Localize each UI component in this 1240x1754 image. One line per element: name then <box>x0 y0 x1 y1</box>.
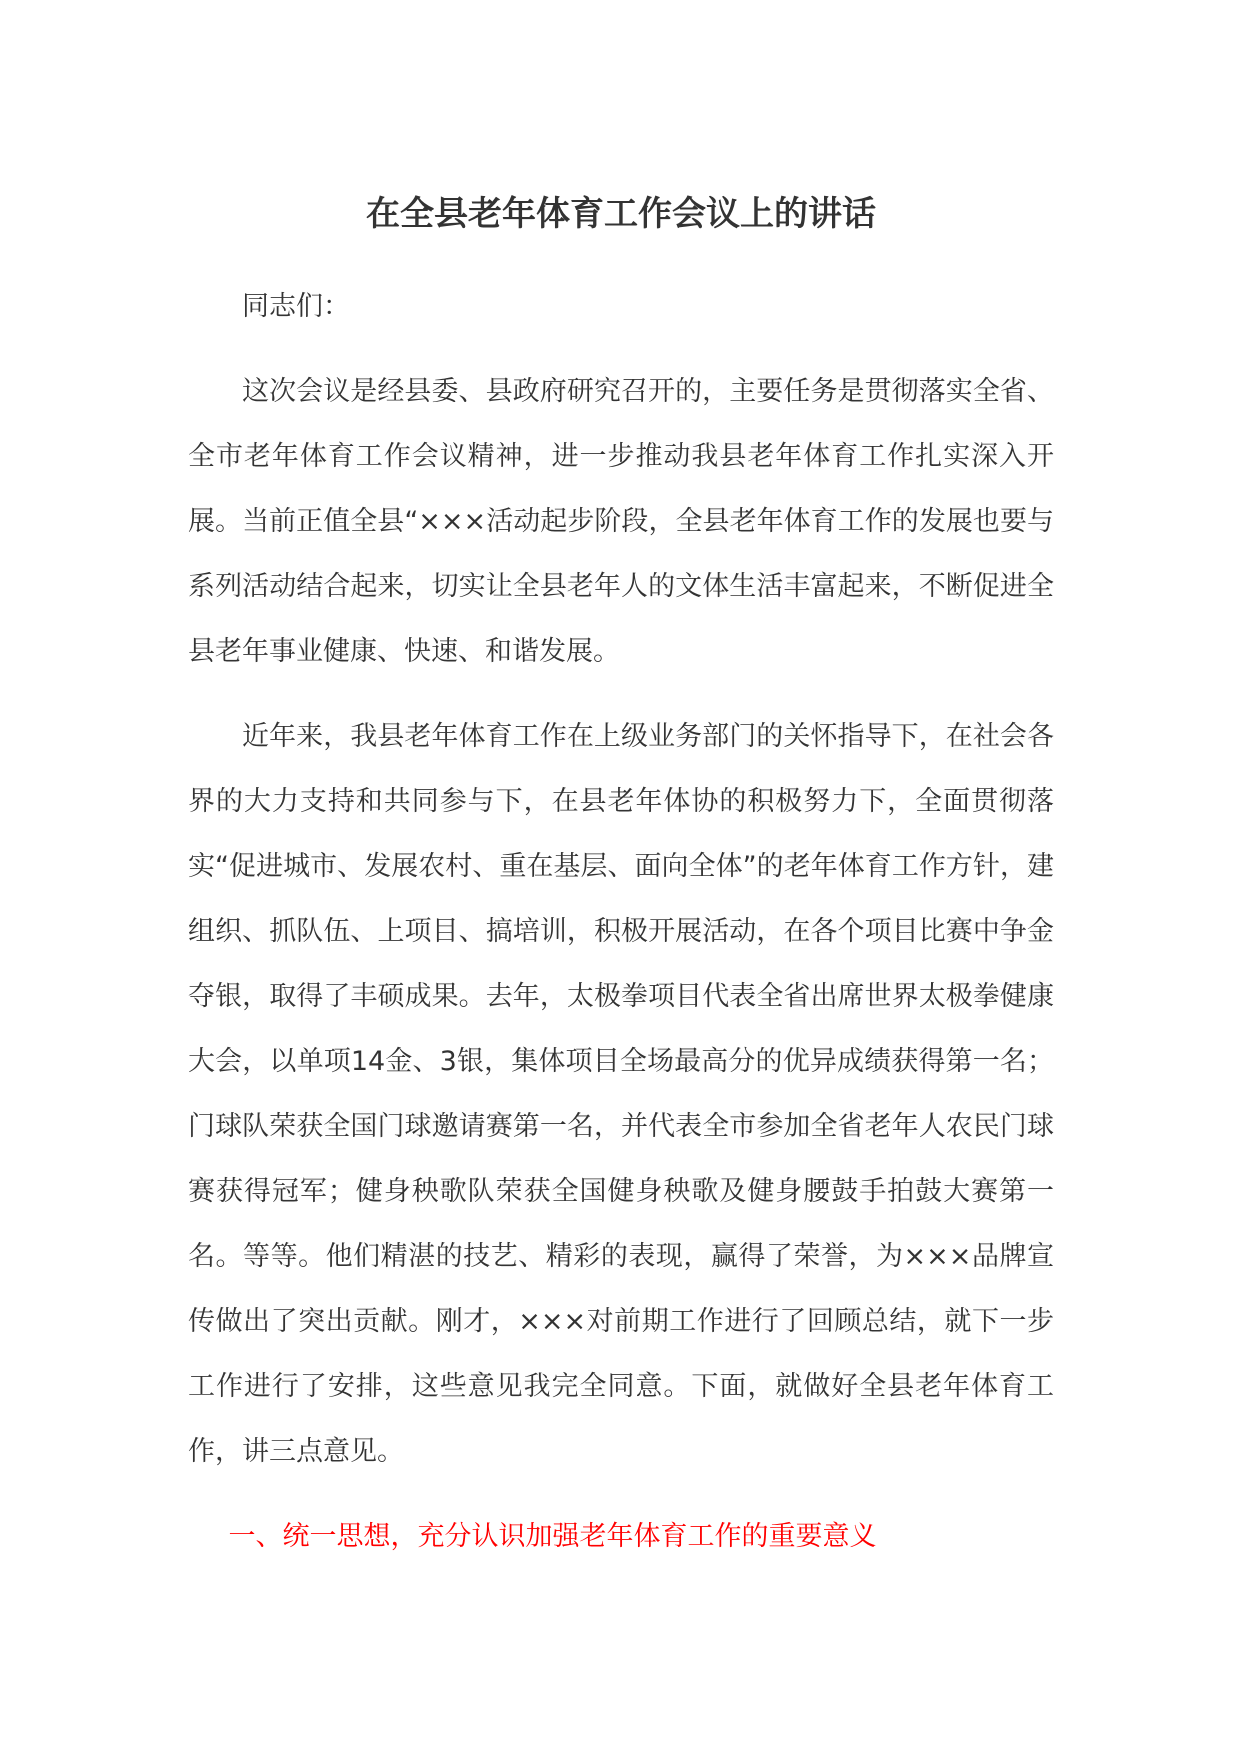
paragraph-achievements: 近年来，我县老年体育工作在上级业务部门的关怀指导下，在社会各界的大力支持和共同参与下，在县老年体协的积极努力下，全面贯彻落实“促进城市、发展农村、重在基层、面向全体”的老年体育工作方针，建组织、抓队伍、上项目、搞培训，积极开展活动，在各个项目比赛中争金夺银，取得了丰硕成果。去年，太极拳项目代表全省出席世界太极拳健康大会，以单项14金、3银，集体项目全场最高分的优异成绩获得第一名；门球队荣获全国门球邀请赛第一名，并代表全市参加全省老年人农民门球赛获得冠军；健身秧歌队荣获全国健身秧歌及健身腰鼓手拍鼓大赛第一名。等等。他们精湛的技艺、精彩的表现，赢得了荣誉，为×××品牌宣传做出了突出贡献。刚才，×××对前期工作进行了回顾总结，就下一步工作进行了安排，这些意见我完全同意。下面，就做好全县老年体育工作，讲三点意见。 <box>188 721 1054 1467</box>
salutation: 同志们： <box>242 291 350 322</box>
document-body <box>188 190 1054 1569</box>
document-title: 在全县老年体育工作会议上的讲话 <box>366 194 876 234</box>
section-heading: 一、统一思想，充分认识加强老年体育工作的重要意义 <box>228 1521 877 1552</box>
paragraph-intro: 这次会议是经县委、县政府研究召开的，主要任务是贯彻落实全省、全市老年体育工作会议精神，进一步推动我县老年体育工作扎实深入开展。当前正值全县“×××活动起步阶段，全县老年体育工作的发展也要与系列活动结合起来，切实让全县老年人的文体生活丰富起来，不断促进全县老年事业健康、快速、和谐发展。 <box>188 376 1054 667</box>
